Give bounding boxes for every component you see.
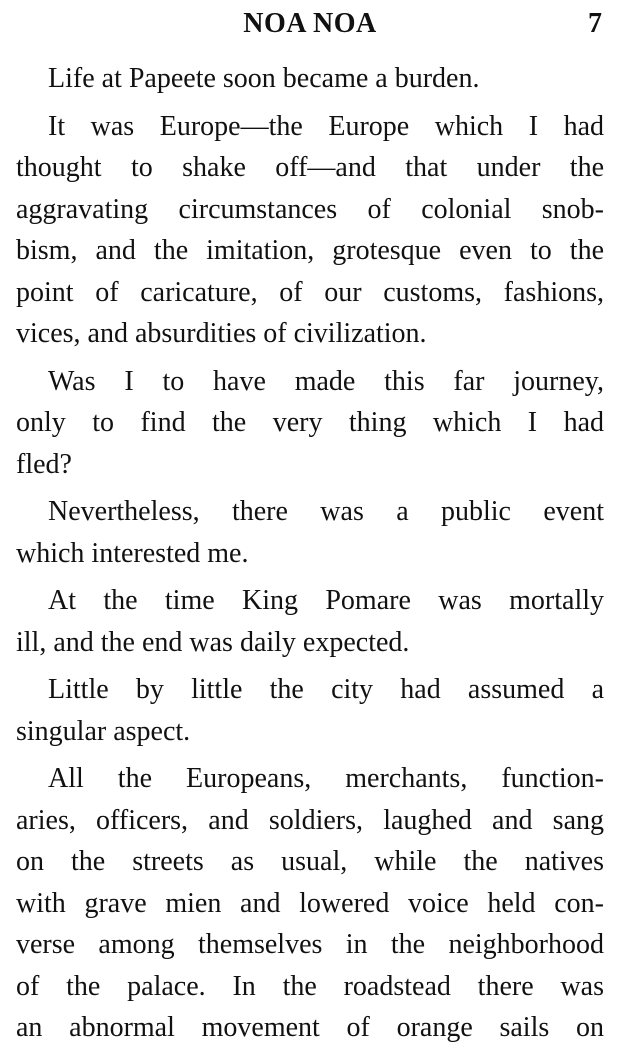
paragraph (16, 758, 604, 1049)
text-line: bism, and the imitation, grotesque even to the (16, 235, 604, 266)
page-number: 7 (588, 8, 602, 39)
text-line: thought to shake off—and that under the (16, 152, 604, 183)
text-line: Nevertheless, there was a public event (48, 496, 604, 527)
text-line: an abnormal movement of orange sails on (16, 1012, 604, 1043)
running-head (0, 4, 620, 44)
text-line: It was Europe—the Europe which I had (48, 110, 604, 142)
text-line: point of caricature, of our customs, fashions, (16, 276, 604, 308)
text-line: which interested me. (16, 537, 249, 569)
text-line: Was I to have made this far journey, (48, 365, 604, 397)
text-line: fled? (16, 448, 72, 480)
text-line: singular aspect. (16, 715, 191, 747)
text-line: aries, officers, and soldiers, laughed and sang (16, 804, 604, 836)
text-line: verse among themselves in the neighborhood (16, 929, 604, 960)
text-line: aggravating circumstances of colonial snob- (16, 193, 604, 225)
text-line: only to find the very thing which I had (16, 407, 604, 438)
text-line: At the time King Pomare was mortally (48, 585, 604, 616)
text-line: of the palace. In the roadstead there was (16, 970, 604, 1002)
text-line: with grave mien and lowered voice held con- (16, 887, 604, 919)
paragraph (16, 669, 604, 752)
paragraph (16, 106, 604, 355)
paragraph (16, 58, 604, 100)
running-title: NOA NOA (243, 8, 377, 39)
text-line: Little by little the city had assumed a (48, 674, 604, 705)
paragraph (16, 361, 604, 486)
text-line: All the Europeans, merchants, function- (48, 763, 604, 794)
paragraph (16, 580, 604, 663)
paragraph (16, 491, 604, 574)
body-text (16, 58, 604, 1055)
text-line: Life at Papeete soon became a burden. (48, 63, 480, 94)
text-line: ill, and the end was daily expected. (16, 626, 410, 658)
text-line: vices, and absurdities of civilization. (16, 318, 427, 349)
text-line: on the streets as usual, while the natives (16, 846, 604, 877)
